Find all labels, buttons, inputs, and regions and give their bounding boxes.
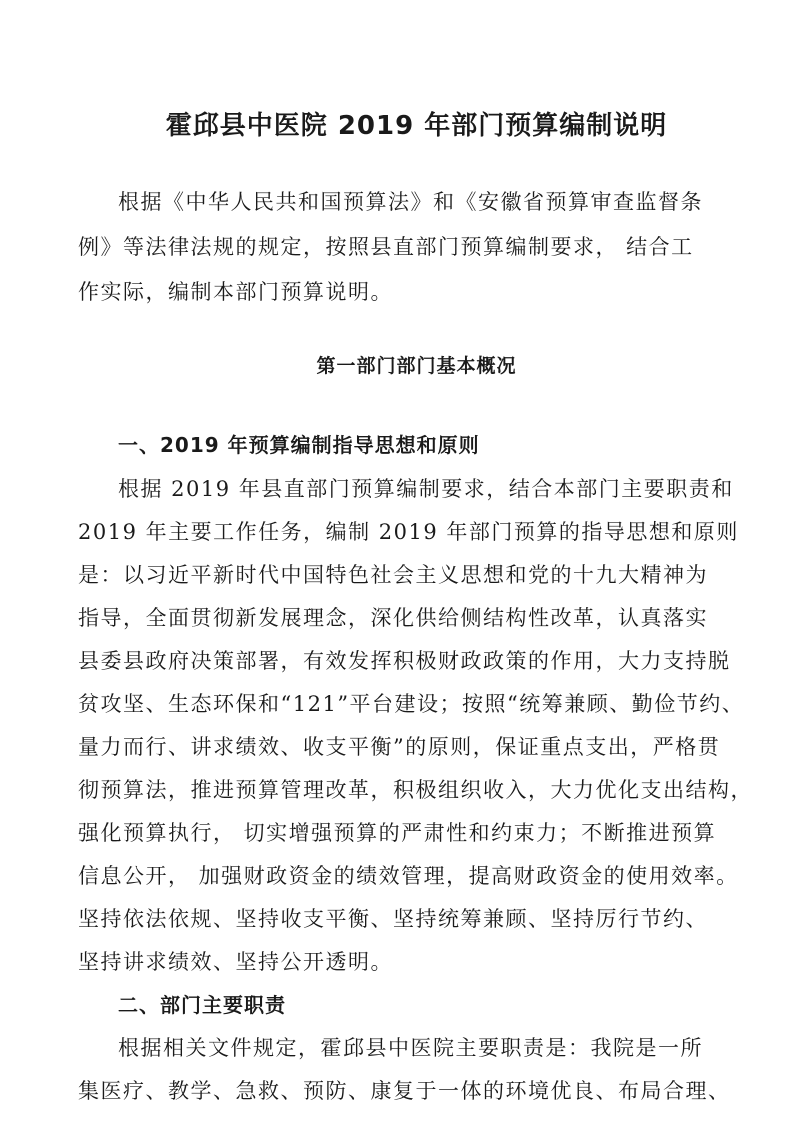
paragraph-1-line-2: 2019 年主要工作任务，编制 2019 年部门预算的指导思想和原则	[78, 520, 739, 544]
intro-line-1: 根据《中华人民共和国预算法》和《安徽省预算审查监督条	[118, 190, 703, 214]
paragraph-1-line-9: 强化预算执行， 切实增强预算的严肃性和约束力；不断推进预算	[78, 821, 717, 845]
paragraph-1-line-7: 量力而行、讲求绩效、收支平衡”的原则，保证重点支出，严格贯	[78, 735, 721, 759]
paragraph-1-line-10: 信息公开， 加强财政资金的绩效管理，提高财政资金的使用效率。	[78, 864, 739, 888]
paragraph-1-line-5: 县委县政府决策部署，有效发挥积极财政政策的作用，大力支持脱	[78, 649, 731, 673]
paragraph-1-line-1: 根据 2019 年县直部门预算编制要求，结合本部门主要职责和	[118, 477, 734, 501]
intro-line-3: 作实际，编制本部门预算说明。	[78, 280, 393, 304]
heading-main-duties: 二、部门主要职责	[118, 993, 286, 1017]
paragraph-2-line-2: 集医疗、教学、急救、预防、康复于一体的环境优良、布局合理、	[78, 1079, 731, 1103]
paragraph-1-line-3: 是：以习近平新时代中国特色社会主义思想和党的十九大精神为	[78, 563, 708, 587]
part-one-title: 第一部门部门基本概况	[316, 355, 517, 377]
paragraph-2-line-1: 根据相关文件规定，霍邱县中医院主要职责是：我院是一所	[118, 1036, 703, 1060]
paragraph-1-line-4: 指导，全面贯彻新发展理念，深化供给侧结构性改革，认真落实	[78, 606, 708, 630]
paragraph-1-line-6: 贫攻坚、生态环保和“121”平台建设；按照“统筹兼顾、勤俭节约、	[78, 692, 745, 716]
intro-line-2: 例》等法律法规的规定，按照县直部门预算编制要求， 结合工	[78, 235, 694, 259]
paragraph-1-line-8: 彻预算法，推进预算管理改革，积极组织收入，大力优化支出结构，	[78, 778, 753, 802]
paragraph-1-line-11: 坚持依法依规、坚持收支平衡、坚持统筹兼顾、坚持厉行节约、	[78, 907, 708, 931]
paragraph-1-line-12: 坚持讲求绩效、坚持公开透明。	[78, 950, 393, 974]
heading-guiding-principles: 一、2019 年预算编制指导思想和原则	[118, 433, 480, 457]
document-title: 霍邱县中医院 2019 年部门预算编制说明	[165, 111, 668, 141]
